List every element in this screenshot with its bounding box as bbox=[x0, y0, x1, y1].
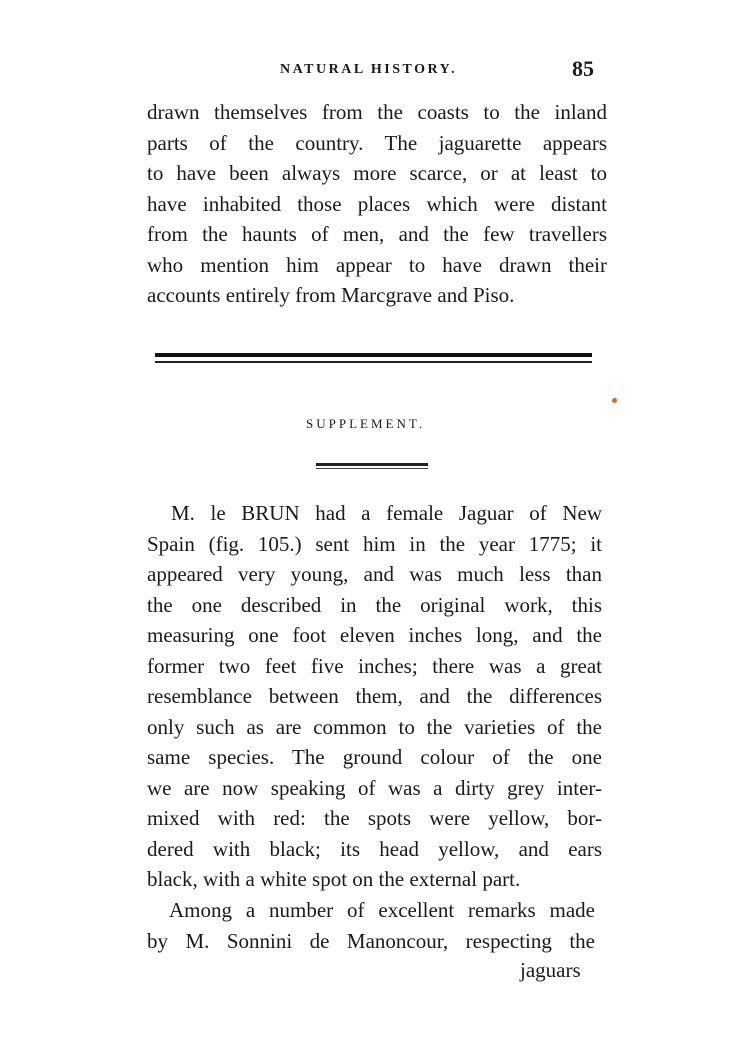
supplement-paragraph bbox=[147, 498, 602, 895]
text-line: former two feet five inches; there was a great bbox=[147, 653, 602, 678]
text-line: measuring one foot eleven inches long, and the bbox=[147, 623, 602, 647]
next-paragraph bbox=[147, 895, 595, 956]
text-line: black, with a white spot on the external part. bbox=[147, 867, 521, 891]
text-line: Spain (fig. 105.) sent him in the year 1775; it bbox=[147, 531, 602, 556]
text-line: accounts entirely from Marcgrave and Piso. bbox=[147, 283, 515, 307]
text-line: appeared very young, and was much less than bbox=[147, 562, 602, 586]
text-line: to have been always more scarce, or at least to bbox=[147, 161, 607, 185]
catchword: jaguars bbox=[520, 958, 581, 982]
paragraph-continuation bbox=[147, 97, 607, 311]
text-line: same species. The ground colour of the one bbox=[147, 745, 602, 769]
heading-ornament-rule bbox=[316, 463, 428, 466]
text-line: resemblance between them, and the differences bbox=[147, 684, 602, 708]
section-divider-thin bbox=[155, 361, 592, 363]
text-line: have inhabited those places which were distant bbox=[147, 191, 607, 216]
paper-speck bbox=[612, 398, 617, 403]
text-line: the one described in the original work, this bbox=[147, 592, 602, 617]
page-number: 85 bbox=[572, 56, 594, 81]
text-line: dered with black; its head yellow, and ears bbox=[147, 836, 602, 861]
text-line: Among a number of excellent remarks made bbox=[169, 898, 595, 922]
text-line: drawn themselves from the coasts to the inland bbox=[147, 100, 607, 124]
text-line: M. le BRUN had a female Jaguar of New bbox=[171, 501, 602, 525]
text-line: from the haunts of men, and the few travellers bbox=[147, 222, 607, 246]
heading-ornament-rule-thin bbox=[316, 468, 428, 469]
section-divider-thick bbox=[155, 353, 592, 357]
text-line: who mention him appear to have drawn their bbox=[147, 252, 607, 277]
text-line: mixed with red: the spots were yellow, bor- bbox=[147, 806, 602, 830]
running-head: NATURAL HISTORY. bbox=[280, 62, 457, 77]
text-line: we are now speaking of was a dirty grey inter- bbox=[147, 775, 602, 800]
text-line: by M. Sonnini de Manoncour, respecting the bbox=[147, 928, 595, 953]
text-line: only such as are common to the varieties of the bbox=[147, 714, 602, 739]
section-heading: SUPPLEMENT. bbox=[306, 416, 426, 431]
text-line: parts of the country. The jaguarette appears bbox=[147, 130, 607, 155]
